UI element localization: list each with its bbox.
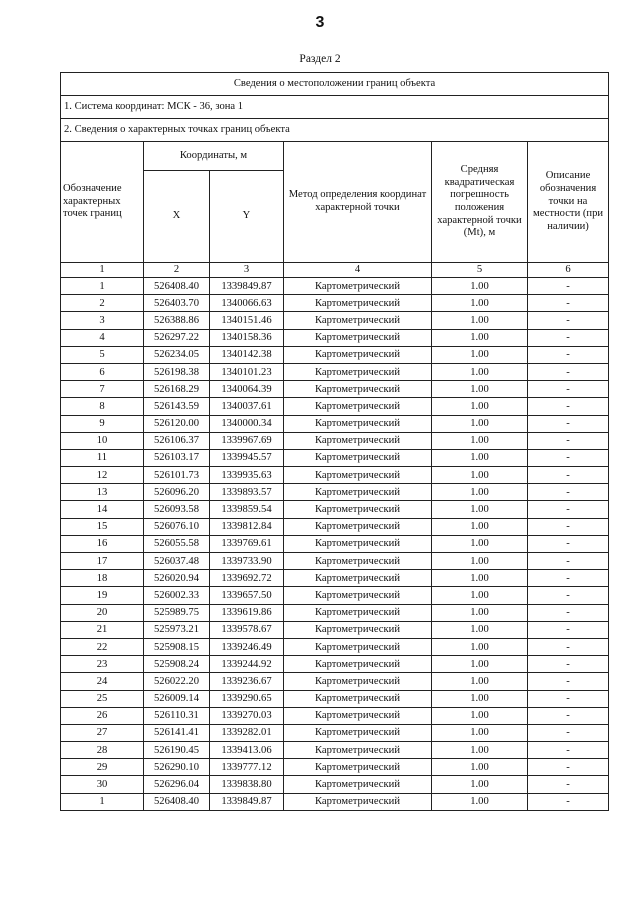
table-row — [61, 793, 609, 810]
table-row — [61, 742, 609, 759]
y-coordinate-cell: 1340066.63 — [210, 295, 284, 312]
column-number: 3 — [210, 263, 284, 278]
table-row — [61, 724, 609, 741]
x-coordinate-cell: 526290.10 — [144, 759, 210, 776]
description-cell: - — [528, 656, 609, 673]
table-row — [61, 449, 609, 466]
y-coordinate-cell: 1339578.67 — [210, 621, 284, 638]
y-coordinate-cell: 1339657.50 — [210, 587, 284, 604]
header-accuracy: Средняя квадратическая погрешность положения характерной точки (Mt), м — [432, 142, 528, 263]
method-cell: Картометрический — [284, 553, 432, 570]
point-id-cell: 13 — [61, 484, 144, 501]
boundary-points-table — [60, 72, 609, 811]
point-id-cell: 19 — [61, 587, 144, 604]
accuracy-cell: 1.00 — [432, 363, 528, 380]
accuracy-cell: 1.00 — [432, 295, 528, 312]
y-coordinate-cell: 1339945.57 — [210, 449, 284, 466]
method-cell: Картометрический — [284, 518, 432, 535]
description-cell: - — [528, 278, 609, 295]
description-cell: - — [528, 724, 609, 741]
column-number: 1 — [61, 263, 144, 278]
point-id-cell: 12 — [61, 467, 144, 484]
accuracy-cell: 1.00 — [432, 690, 528, 707]
description-cell: - — [528, 776, 609, 793]
accuracy-cell: 1.00 — [432, 501, 528, 518]
description-cell: - — [528, 707, 609, 724]
y-coordinate-cell: 1339244.92 — [210, 656, 284, 673]
method-cell: Картометрический — [284, 432, 432, 449]
y-coordinate-cell: 1339935.63 — [210, 467, 284, 484]
point-id-cell: 21 — [61, 621, 144, 638]
column-number: 2 — [144, 263, 210, 278]
accuracy-cell: 1.00 — [432, 398, 528, 415]
accuracy-cell: 1.00 — [432, 570, 528, 587]
description-cell: - — [528, 346, 609, 363]
description-cell: - — [528, 638, 609, 655]
x-coordinate-cell: 526076.10 — [144, 518, 210, 535]
table-row — [61, 518, 609, 535]
point-id-cell: 8 — [61, 398, 144, 415]
method-cell: Картометрический — [284, 759, 432, 776]
section-title: Раздел 2 — [299, 53, 341, 65]
method-cell: Картометрический — [284, 535, 432, 552]
y-coordinate-cell: 1339290.65 — [210, 690, 284, 707]
point-id-cell: 4 — [61, 329, 144, 346]
points-heading: 2. Сведения о характерных точках границ объекта — [61, 119, 609, 142]
description-cell: - — [528, 295, 609, 312]
table-row — [61, 604, 609, 621]
method-cell: Картометрический — [284, 793, 432, 810]
x-coordinate-cell: 526297.22 — [144, 329, 210, 346]
table-row — [61, 621, 609, 638]
point-id-cell: 29 — [61, 759, 144, 776]
x-coordinate-cell: 526296.04 — [144, 776, 210, 793]
method-cell: Картометрический — [284, 484, 432, 501]
table-row — [61, 656, 609, 673]
method-cell: Картометрический — [284, 570, 432, 587]
accuracy-cell: 1.00 — [432, 656, 528, 673]
x-coordinate-cell: 526037.48 — [144, 553, 210, 570]
y-coordinate-cell: 1339246.49 — [210, 638, 284, 655]
x-coordinate-cell: 525908.24 — [144, 656, 210, 673]
table-row — [61, 707, 609, 724]
x-coordinate-cell: 526234.05 — [144, 346, 210, 363]
point-id-cell: 27 — [61, 724, 144, 741]
table-body — [61, 278, 609, 811]
accuracy-cell: 1.00 — [432, 449, 528, 466]
y-coordinate-cell: 1340151.46 — [210, 312, 284, 329]
x-coordinate-cell: 525989.75 — [144, 604, 210, 621]
table-row — [61, 570, 609, 587]
description-cell: - — [528, 604, 609, 621]
table-row — [61, 312, 609, 329]
description-cell: - — [528, 415, 609, 432]
accuracy-cell: 1.00 — [432, 432, 528, 449]
header-x: X — [144, 171, 210, 263]
point-id-cell: 24 — [61, 673, 144, 690]
x-coordinate-cell: 526168.29 — [144, 381, 210, 398]
x-coordinate-cell: 526002.33 — [144, 587, 210, 604]
method-cell: Картометрический — [284, 621, 432, 638]
point-id-cell: 20 — [61, 604, 144, 621]
x-coordinate-cell: 526101.73 — [144, 467, 210, 484]
y-coordinate-cell: 1340158.36 — [210, 329, 284, 346]
method-cell: Картометрический — [284, 398, 432, 415]
x-coordinate-cell: 526408.40 — [144, 278, 210, 295]
x-coordinate-cell: 526198.38 — [144, 363, 210, 380]
accuracy-cell: 1.00 — [432, 793, 528, 810]
y-coordinate-cell: 1339270.03 — [210, 707, 284, 724]
x-coordinate-cell: 526408.40 — [144, 793, 210, 810]
y-coordinate-cell: 1340037.61 — [210, 398, 284, 415]
x-coordinate-cell: 526103.17 — [144, 449, 210, 466]
y-coordinate-cell: 1339967.69 — [210, 432, 284, 449]
method-cell: Картометрический — [284, 638, 432, 655]
method-cell: Картометрический — [284, 415, 432, 432]
method-cell: Картометрический — [284, 346, 432, 363]
method-cell: Картометрический — [284, 501, 432, 518]
table-title: Сведения о местоположении границ объекта — [61, 73, 609, 96]
accuracy-cell: 1.00 — [432, 346, 528, 363]
y-coordinate-cell: 1340064.39 — [210, 381, 284, 398]
header-description: Описание обозначения точки на местности (при наличии) — [528, 142, 609, 263]
x-coordinate-cell: 526009.14 — [144, 690, 210, 707]
x-coordinate-cell: 526055.58 — [144, 535, 210, 552]
column-number: 5 — [432, 263, 528, 278]
table-row — [61, 553, 609, 570]
x-coordinate-cell: 526020.94 — [144, 570, 210, 587]
point-id-cell: 11 — [61, 449, 144, 466]
table-row — [61, 363, 609, 380]
method-cell: Картометрический — [284, 329, 432, 346]
table-row — [61, 398, 609, 415]
point-id-cell: 26 — [61, 707, 144, 724]
point-id-cell: 1 — [61, 793, 144, 810]
description-cell: - — [528, 363, 609, 380]
point-id-cell: 3 — [61, 312, 144, 329]
y-coordinate-cell: 1339236.67 — [210, 673, 284, 690]
method-cell: Картометрический — [284, 449, 432, 466]
description-cell: - — [528, 673, 609, 690]
x-coordinate-cell: 526022.20 — [144, 673, 210, 690]
description-cell: - — [528, 484, 609, 501]
accuracy-cell: 1.00 — [432, 707, 528, 724]
point-id-cell: 17 — [61, 553, 144, 570]
point-id-cell: 16 — [61, 535, 144, 552]
x-coordinate-cell: 526141.41 — [144, 724, 210, 741]
point-id-cell: 1 — [61, 278, 144, 295]
table-row — [61, 690, 609, 707]
y-coordinate-cell: 1339769.61 — [210, 535, 284, 552]
point-id-cell: 14 — [61, 501, 144, 518]
y-coordinate-cell: 1339893.57 — [210, 484, 284, 501]
x-coordinate-cell: 526096.20 — [144, 484, 210, 501]
table-row — [61, 535, 609, 552]
accuracy-cell: 1.00 — [432, 278, 528, 295]
point-id-cell: 6 — [61, 363, 144, 380]
x-coordinate-cell: 526120.00 — [144, 415, 210, 432]
point-id-cell: 15 — [61, 518, 144, 535]
y-coordinate-cell: 1339777.12 — [210, 759, 284, 776]
x-coordinate-cell: 526143.59 — [144, 398, 210, 415]
method-cell: Картометрический — [284, 742, 432, 759]
description-cell: - — [528, 381, 609, 398]
description-cell: - — [528, 467, 609, 484]
accuracy-cell: 1.00 — [432, 604, 528, 621]
description-cell: - — [528, 570, 609, 587]
table-row — [61, 467, 609, 484]
table-row — [61, 587, 609, 604]
y-coordinate-cell: 1340101.23 — [210, 363, 284, 380]
accuracy-cell: 1.00 — [432, 673, 528, 690]
description-cell: - — [528, 398, 609, 415]
table-row — [61, 278, 609, 295]
y-coordinate-cell: 1339859.54 — [210, 501, 284, 518]
method-cell: Картометрический — [284, 690, 432, 707]
table-row — [61, 381, 609, 398]
coordinate-system: 1. Система координат: МСК - 36, зона 1 — [61, 96, 609, 119]
header-method: Метод определения координат характерной точки — [284, 142, 432, 263]
y-coordinate-cell: 1339838.80 — [210, 776, 284, 793]
point-id-cell: 2 — [61, 295, 144, 312]
method-cell: Картометрический — [284, 381, 432, 398]
method-cell: Картометрический — [284, 363, 432, 380]
x-coordinate-cell: 526093.58 — [144, 501, 210, 518]
accuracy-cell: 1.00 — [432, 535, 528, 552]
point-id-cell: 9 — [61, 415, 144, 432]
x-coordinate-cell: 526110.31 — [144, 707, 210, 724]
y-coordinate-cell: 1339849.87 — [210, 278, 284, 295]
accuracy-cell: 1.00 — [432, 415, 528, 432]
table-row — [61, 759, 609, 776]
description-cell: - — [528, 518, 609, 535]
point-id-cell: 25 — [61, 690, 144, 707]
accuracy-cell: 1.00 — [432, 759, 528, 776]
method-cell: Картометрический — [284, 776, 432, 793]
accuracy-cell: 1.00 — [432, 381, 528, 398]
method-cell: Картометрический — [284, 724, 432, 741]
point-id-cell: 7 — [61, 381, 144, 398]
method-cell: Картометрический — [284, 295, 432, 312]
x-coordinate-cell: 526190.45 — [144, 742, 210, 759]
point-id-cell: 5 — [61, 346, 144, 363]
y-coordinate-cell: 1340142.38 — [210, 346, 284, 363]
y-coordinate-cell: 1339812.84 — [210, 518, 284, 535]
y-coordinate-cell: 1339849.87 — [210, 793, 284, 810]
table-row — [61, 432, 609, 449]
y-coordinate-cell: 1339692.72 — [210, 570, 284, 587]
table-row — [61, 776, 609, 793]
accuracy-cell: 1.00 — [432, 467, 528, 484]
x-coordinate-cell: 525973.21 — [144, 621, 210, 638]
y-coordinate-cell: 1339619.86 — [210, 604, 284, 621]
method-cell: Картометрический — [284, 673, 432, 690]
table-row — [61, 638, 609, 655]
header-y: Y — [210, 171, 284, 263]
page-number: 3 — [315, 14, 325, 31]
description-cell: - — [528, 501, 609, 518]
description-cell: - — [528, 587, 609, 604]
table-row — [61, 329, 609, 346]
description-cell: - — [528, 312, 609, 329]
method-cell: Картометрический — [284, 278, 432, 295]
accuracy-cell: 1.00 — [432, 724, 528, 741]
point-id-cell: 23 — [61, 656, 144, 673]
column-number: 4 — [284, 263, 432, 278]
accuracy-cell: 1.00 — [432, 312, 528, 329]
accuracy-cell: 1.00 — [432, 484, 528, 501]
description-cell: - — [528, 535, 609, 552]
method-cell: Картометрический — [284, 587, 432, 604]
table-row — [61, 484, 609, 501]
table-row — [61, 673, 609, 690]
accuracy-cell: 1.00 — [432, 329, 528, 346]
point-id-cell: 18 — [61, 570, 144, 587]
y-coordinate-cell: 1339733.90 — [210, 553, 284, 570]
table-row — [61, 415, 609, 432]
method-cell: Картометрический — [284, 312, 432, 329]
y-coordinate-cell: 1339282.01 — [210, 724, 284, 741]
method-cell: Картометрический — [284, 656, 432, 673]
method-cell: Картометрический — [284, 707, 432, 724]
y-coordinate-cell: 1339413.06 — [210, 742, 284, 759]
header-coords: Координаты, м — [144, 142, 284, 171]
x-coordinate-cell: 526388.86 — [144, 312, 210, 329]
accuracy-cell: 1.00 — [432, 638, 528, 655]
table-row — [61, 295, 609, 312]
table-row — [61, 501, 609, 518]
y-coordinate-cell: 1340000.34 — [210, 415, 284, 432]
x-coordinate-cell: 526106.37 — [144, 432, 210, 449]
description-cell: - — [528, 553, 609, 570]
method-cell: Картометрический — [284, 467, 432, 484]
description-cell: - — [528, 432, 609, 449]
description-cell: - — [528, 449, 609, 466]
table-row — [61, 346, 609, 363]
description-cell: - — [528, 690, 609, 707]
point-id-cell: 28 — [61, 742, 144, 759]
description-cell: - — [528, 742, 609, 759]
accuracy-cell: 1.00 — [432, 621, 528, 638]
description-cell: - — [528, 329, 609, 346]
description-cell: - — [528, 621, 609, 638]
description-cell: - — [528, 793, 609, 810]
column-number: 6 — [528, 263, 609, 278]
accuracy-cell: 1.00 — [432, 776, 528, 793]
description-cell: - — [528, 759, 609, 776]
accuracy-cell: 1.00 — [432, 742, 528, 759]
accuracy-cell: 1.00 — [432, 553, 528, 570]
point-id-cell: 30 — [61, 776, 144, 793]
point-id-cell: 22 — [61, 638, 144, 655]
accuracy-cell: 1.00 — [432, 587, 528, 604]
header-point: Обозначение характерных точек границ — [61, 142, 144, 263]
method-cell: Картометрический — [284, 604, 432, 621]
x-coordinate-cell: 526403.70 — [144, 295, 210, 312]
x-coordinate-cell: 525908.15 — [144, 638, 210, 655]
point-id-cell: 10 — [61, 432, 144, 449]
accuracy-cell: 1.00 — [432, 518, 528, 535]
